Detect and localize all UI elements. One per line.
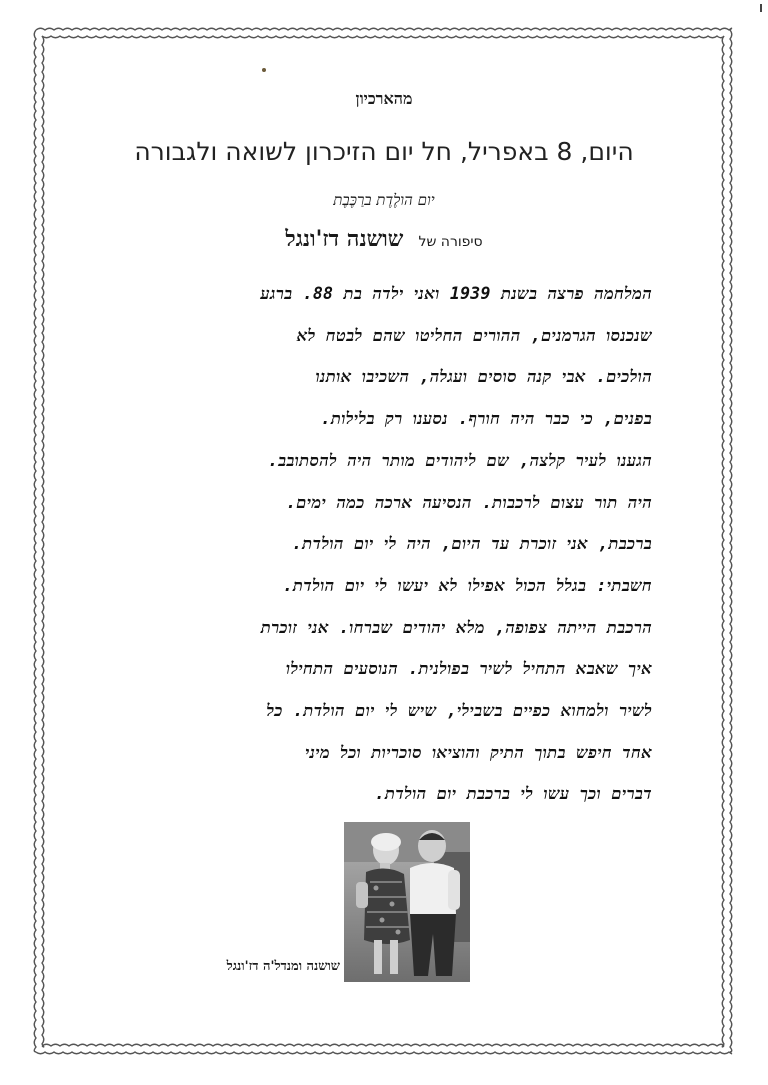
body-line: הגענו לעיר קלצה, שם ליהודים מותר היה להסתובב. — [267, 450, 652, 470]
body-line: היה תור עצום לרכבות. הנסיעה ארכה כמה ימים. — [285, 492, 652, 512]
body-line: איך שאבא התחיל לשיר בפולנית. הנוסעים התחילו — [285, 659, 652, 679]
photo-caption: שושנה ומנדל'ה דז'ונגל — [226, 959, 340, 974]
frame-wave-line — [34, 30, 36, 1052]
body-line: המלחמה פרצה בשנת 1939 ואני ילדה בת 88. ברגע — [260, 284, 652, 303]
story-subtitle: יום הולֶדֶת ברַכֶּבֶת — [333, 191, 435, 209]
frame-wave-line — [36, 28, 732, 30]
body-line: לשיר ולמחוא כפיים בשבילי, שיש לי יום הולדת. כל — [266, 701, 652, 721]
frame-wave-line — [730, 30, 732, 1052]
body-line: אחד חיפש בתוך התיק והוציאו סוכריות וכל מיני — [304, 742, 652, 762]
edge-mark — [760, 4, 762, 12]
body-line: דברים וכך עשו לי ברכבת יום הולדת. — [374, 784, 652, 804]
story-prefix: סיפורה של — [418, 234, 483, 250]
frame-wave-line — [42, 36, 44, 1047]
page-title: היום, 8 באפריל, חל יום הזיכרון לשואה ולגבורה — [134, 137, 634, 166]
story-body — [132, 273, 652, 815]
paper-speck — [262, 68, 266, 72]
frame-wave-line — [42, 36, 724, 38]
couple-photo-drawing — [344, 822, 470, 982]
body-line: שנכנסו הגרמנים, ההורים החליטו שהם לבטח לא — [296, 325, 652, 345]
frame-wave-line — [42, 1044, 724, 1046]
story-author-name: שושנה דז'ונגל — [285, 226, 404, 252]
archive-label: מהארכיון — [355, 89, 413, 108]
body-line: הרכבת הייתה צפופה, מלא יהודים שברחו. אני זוכרת — [260, 617, 652, 637]
frame-wave-line — [722, 36, 724, 1047]
body-line: בפנים, כי כבר היה חורף. נסענו רק בלילות. — [320, 409, 652, 429]
story-byline — [60, 226, 708, 252]
frame-wave-line — [36, 1052, 732, 1054]
couple-photo — [344, 822, 470, 982]
body-line: הולכים. אבי קנה סוסים ועגלה, השכיבו אותנו — [315, 367, 652, 387]
body-line: ברכבת, אני זוכרת עד היום, היה לי יום הולדת. — [291, 534, 652, 554]
body-line: חשבתי: בגלל הכול אפילו לא יעשו לי יום הולדת. — [282, 575, 652, 595]
